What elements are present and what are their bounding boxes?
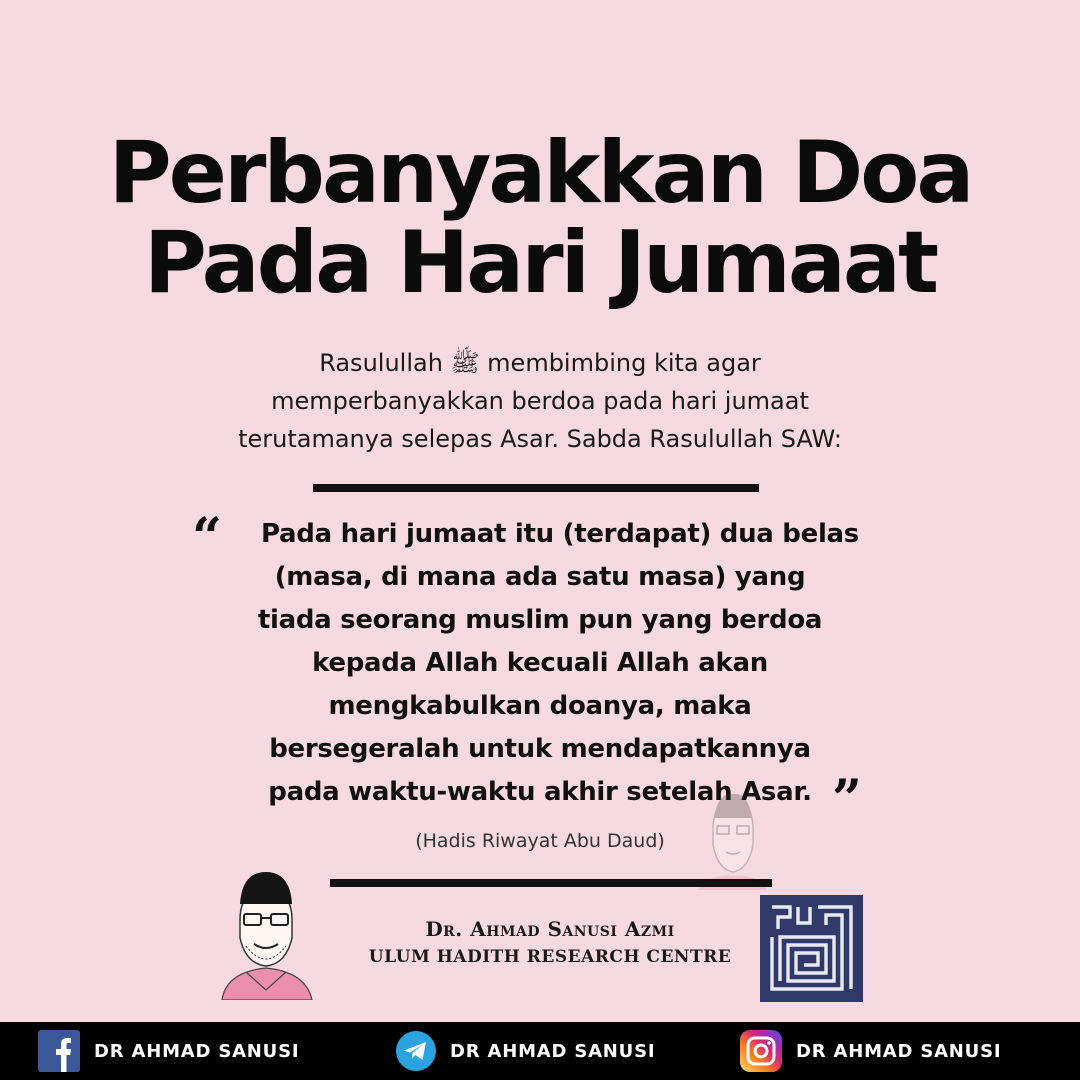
quote-line: tiada seorang muslim pun yang berdoa [257,605,823,635]
telegram-label: DR AHMAD SANUSI [450,1040,656,1062]
organization-name: ULUM HADITH RESEARCH CENTRE [368,947,732,967]
quote-line: mengkabulkan doanya, maka [328,691,752,721]
quote-line: pada waktu-waktu akhir setelah Asar. [268,777,812,807]
instagram-icon [740,1030,782,1072]
poster-title [0,123,1080,313]
hadith-quote [190,507,890,814]
facebook-icon [38,1030,80,1072]
title-line-1: Perbanyakkan Doa [108,123,972,223]
intro-text [140,344,940,458]
social-footer [0,1022,1080,1080]
quote-line: kepada Allah kecuali Allah akan [312,648,768,678]
intro-line-3: terutamanya selepas Asar. Sabda Rasulullah SAW: [238,425,842,453]
kufic-logo-icon [760,895,863,1002]
telegram-icon [396,1031,436,1071]
open-quote-mark: “ [192,507,222,568]
instagram-link[interactable] [740,1022,1001,1080]
intro-line-2: memperbanyakkan berdoa pada hari jumaat [271,387,809,415]
author-portrait [210,868,322,1000]
facebook-link[interactable] [38,1022,299,1080]
title-line-2: Pada Hari Jumaat [143,213,937,313]
quote-line: bersegeralah untuk mendapatkannya [269,734,811,764]
facebook-label: DR AHMAD SANUSI [94,1040,300,1062]
intro-line-1: Rasulullah ﷺ membimbing kita agar [319,349,761,377]
telegram-link[interactable] [396,1022,655,1080]
quote-line: (masa, di mana ada satu masa) yang [274,562,806,592]
close-quote-mark: ” [832,769,862,830]
kufic-logo [760,895,863,1002]
divider-bottom [330,879,772,887]
quote-line: Pada hari jumaat itu (terdapat) dua belas [261,519,859,549]
signature-block [330,915,770,971]
author-name: Dr. Ahmad Sanusi Azmi [425,917,675,941]
instagram-label: DR AHMAD SANUSI [796,1040,1002,1062]
hadith-source: (Hadis Riwayat Abu Daud) [415,830,665,852]
divider-top [313,484,759,492]
